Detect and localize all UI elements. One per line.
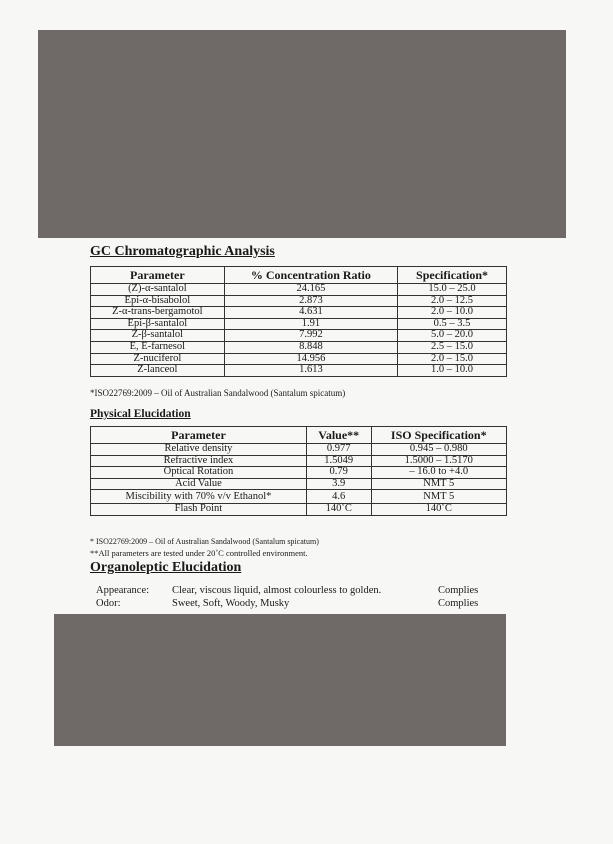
gc-cell-value: 24.165 xyxy=(224,284,397,296)
gc-cell-spec: 0.5 – 3.5 xyxy=(398,318,507,330)
gc-cell-spec: 2.5 – 15.0 xyxy=(398,341,507,353)
gc-cell-parameter: Z-lanceol xyxy=(91,365,225,377)
organoleptic-value: Sweet, Soft, Woody, Musky xyxy=(172,598,290,609)
physical-cell-value: 3.9 xyxy=(306,478,371,490)
table-row xyxy=(91,365,507,377)
physical-cell-parameter: Acid Value xyxy=(91,478,307,490)
physical-cell-value: 140˚C xyxy=(306,504,371,516)
gc-cell-spec: 2.0 – 12.5 xyxy=(398,295,507,307)
organoleptic-label: Appearance: xyxy=(96,585,150,596)
physical-cell-parameter: Relative density xyxy=(91,444,307,456)
gc-cell-value: 2.873 xyxy=(224,295,397,307)
physical-cell-spec: – 16.0 to +4.0 xyxy=(371,467,506,479)
table-row xyxy=(91,307,507,319)
physical-cell-parameter: Miscibility with 70% v/v Ethanol* xyxy=(91,490,307,504)
physical-cell-spec: 0.945 – 0.980 xyxy=(371,444,506,456)
physical-cell-value: 4.6 xyxy=(306,490,371,504)
table-row xyxy=(91,467,507,479)
table-row xyxy=(91,478,507,490)
gc-cell-parameter: Z-β-santalol xyxy=(91,330,225,342)
table-row xyxy=(91,455,507,467)
gc-cell-value: 14.956 xyxy=(224,353,397,365)
gc-cell-parameter: Epi-α-bisabolol xyxy=(91,295,225,307)
gc-cell-spec: 15.0 – 25.0 xyxy=(398,284,507,296)
table-row xyxy=(91,318,507,330)
physical-footnote-iso: * ISO22769:2009 – Oil of Australian Sandalwood (Santalum spicatum) xyxy=(90,537,319,546)
table-row xyxy=(91,504,507,516)
gc-cell-value: 8.848 xyxy=(224,341,397,353)
gc-table-header-row xyxy=(91,267,507,284)
gc-cell-parameter: Z-nuciferol xyxy=(91,353,225,365)
gc-cell-value: 1.91 xyxy=(224,318,397,330)
gc-cell-parameter: (Z)-α-santalol xyxy=(91,284,225,296)
table-row xyxy=(91,341,507,353)
physical-cell-parameter: Flash Point xyxy=(91,504,307,516)
organoleptic-status: Complies xyxy=(438,585,479,596)
gc-header-parameter: Parameter xyxy=(91,267,225,284)
gc-header-concentration: % Concentration Ratio xyxy=(224,267,397,284)
physical-cell-value: 0.977 xyxy=(306,444,371,456)
physical-cell-value: 1.5049 xyxy=(306,455,371,467)
organoleptic-label: Odor: xyxy=(96,598,121,609)
organoleptic-section-title: Organoleptic Elucidation xyxy=(90,560,242,575)
table-row xyxy=(91,353,507,365)
organoleptic-value: Clear, viscous liquid, almost colourless to golden. xyxy=(172,585,382,596)
physical-table xyxy=(90,426,507,516)
table-row xyxy=(91,330,507,342)
organoleptic-status: Complies xyxy=(438,598,479,609)
physical-cell-value: 0.79 xyxy=(306,467,371,479)
physical-header-value: Value** xyxy=(306,427,371,444)
gc-cell-spec: 1.0 – 10.0 xyxy=(398,365,507,377)
redacted-block-bottom xyxy=(54,614,506,746)
physical-cell-spec: NMT 5 xyxy=(371,478,506,490)
physical-cell-parameter: Refractive index xyxy=(91,455,307,467)
physical-cell-spec: 140˚C xyxy=(371,504,506,516)
gc-cell-parameter: Epi-β-santalol xyxy=(91,318,225,330)
physical-table-header-row xyxy=(91,427,507,444)
gc-header-specification: Specification* xyxy=(398,267,507,284)
gc-cell-parameter: E, E-farnesol xyxy=(91,341,225,353)
gc-cell-value: 7.992 xyxy=(224,330,397,342)
table-row xyxy=(91,444,507,456)
gc-cell-value: 1.613 xyxy=(224,365,397,377)
redacted-block-top xyxy=(38,30,566,238)
gc-cell-value: 4.631 xyxy=(224,307,397,319)
gc-table xyxy=(90,266,507,377)
physical-cell-spec: NMT 5 xyxy=(371,490,506,504)
physical-header-spec: ISO Specification* xyxy=(371,427,506,444)
gc-cell-spec: 2.0 – 10.0 xyxy=(398,307,507,319)
gc-cell-parameter: Z-α-trans-bergamotol xyxy=(91,307,225,319)
gc-cell-spec: 2.0 – 15.0 xyxy=(398,353,507,365)
gc-cell-spec: 5.0 – 20.0 xyxy=(398,330,507,342)
physical-cell-spec: 1.5000 – 1.5170 xyxy=(371,455,506,467)
physical-section-title: Physical Elucidation xyxy=(90,408,191,420)
table-row xyxy=(91,490,507,504)
table-row xyxy=(91,284,507,296)
physical-header-parameter: Parameter xyxy=(91,427,307,444)
physical-cell-parameter: Optical Rotation xyxy=(91,467,307,479)
gc-footnote: *ISO22769:2009 – Oil of Australian Sandalwood (Santalum spicatum) xyxy=(90,388,346,398)
gc-section-title: GC Chromatographic Analysis xyxy=(90,244,275,259)
table-row xyxy=(91,295,507,307)
physical-footnote-conditions: **All parameters are tested under 20˚C controlled environment. xyxy=(90,548,308,558)
